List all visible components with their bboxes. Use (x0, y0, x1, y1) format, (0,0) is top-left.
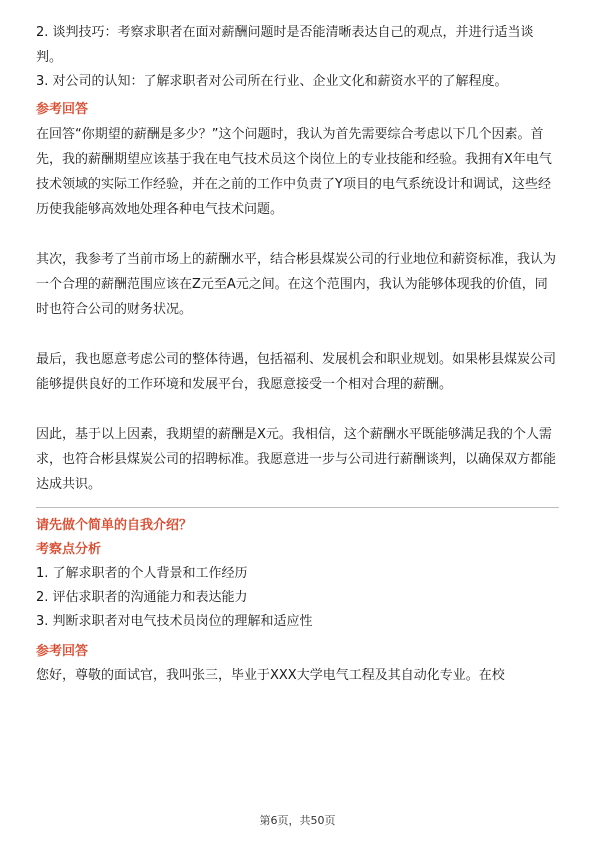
analysis-item-2: 2. 评估求职者的沟通能力和表达能力 (36, 590, 248, 605)
section-divider (36, 507, 559, 508)
answer-paragraph-3: 最后，我也愿意考虑公司的整体待遇，包括福利、发展机会和职业规划。如果彬县煤炭公司能够提供良好的工作环境和发展平台，我愿意接受一个相对合理的薪酬。 (36, 352, 557, 392)
paragraph-gap (36, 322, 559, 347)
paragraph-gap (36, 222, 559, 247)
question-title: 请先做个简单的自我介绍？ (36, 518, 193, 533)
analysis-item-3: 3. 判断求职者对电气技术员岗位的理解和适应性 (36, 614, 313, 629)
analysis-item-1: 1. 了解求职者的个人背景和工作经历 (36, 566, 248, 581)
reference-answer-heading: 参考回答 (36, 102, 89, 117)
paragraph-gap (36, 397, 559, 422)
answer-text-start: 您好，尊敬的面试官，我叫张三，毕业于XXX大学电气工程及其自动化专业。在校 (36, 668, 505, 683)
reference-answer-heading-2: 参考回答 (36, 644, 89, 659)
page-footer: 第6页，共50页 (259, 814, 336, 827)
answer-paragraph-1: 在回答“你期望的薪酬是多少？”这个问题时，我认为首先需要综合考虑以下几个因素。首先，我的薪酬期望应该基于我在电气技术员这个岗位上的专业技能和经验。我拥有X年电气技术领域的实际工作经验，并在之前的工作中负责了Y项目的电气系统设计和调试，这些经历使我能够高效地处理各种电气技术问题。 (36, 127, 552, 217)
answer-paragraph-4: 因此，基于以上因素，我期望的薪酬是X元。我相信，这个薪酬水平既能够满足我的个人需求，也符合彬县煤炭公司的招聘标准。我愿意进一步与公司进行薪酬谈判，以确保双方都能达成共识。 (36, 427, 557, 492)
analysis-heading: 考察点分析 (36, 542, 102, 557)
list-item-negotiation: 2. 谈判技巧：考察求职者在面对薪酬问题时是否能清晰表达自己的观点，并进行适当谈判。 (36, 25, 534, 65)
page-content (36, 20, 559, 688)
list-item-company-awareness: 3. 对公司的认知：了解求职者对公司所在行业、企业文化和薪资水平的了解程度。 (36, 74, 508, 89)
answer-paragraph-2: 其次，我参考了当前市场上的薪酬水平，结合彬县煤炭公司的行业地位和薪资标准，我认为一个合理的薪酬范围应该在Z元至A元之间。在这个范围内，我认为能够体现我的价值，同时也符合公司的财务状况。 (36, 252, 557, 317)
